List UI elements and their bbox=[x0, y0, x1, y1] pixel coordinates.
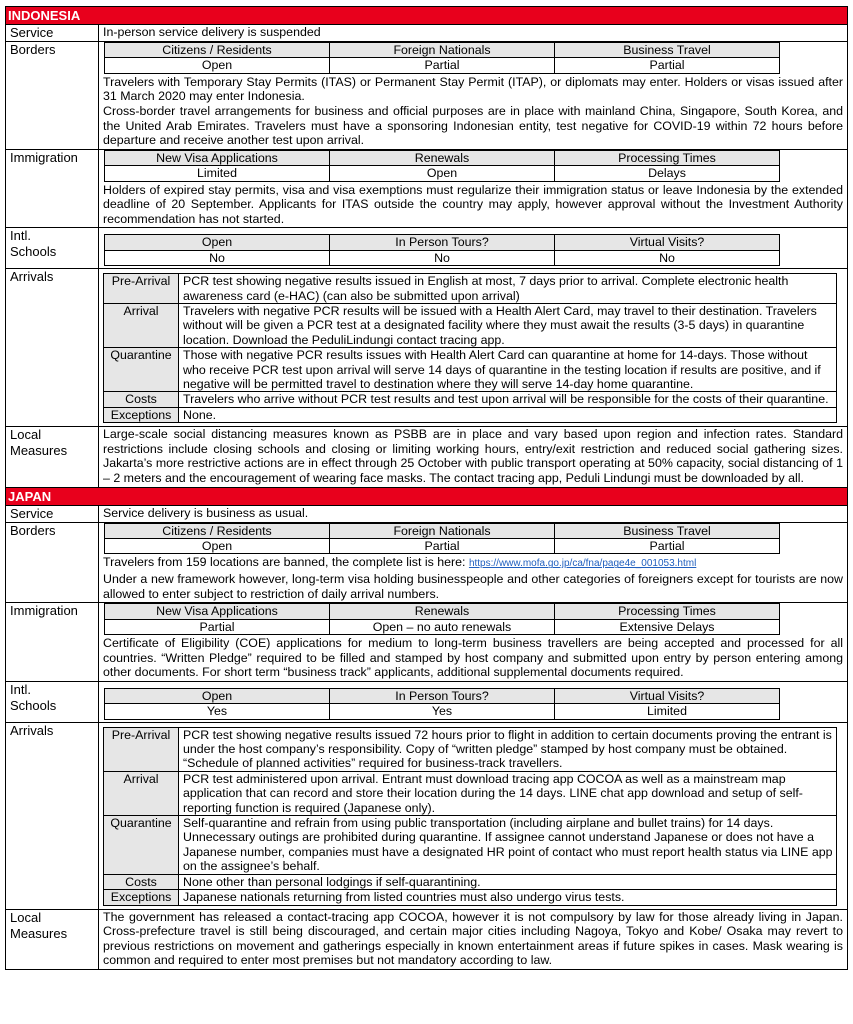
borders-row bbox=[6, 42, 847, 150]
column-header: Foreign Nationals bbox=[330, 43, 555, 58]
row-label bbox=[6, 427, 99, 486]
row-label bbox=[6, 910, 99, 969]
banned-list-link[interactable]: https://www.mofa.go.jp/ca/fna/page4e_001053.html bbox=[468, 558, 697, 570]
label-line: Schools bbox=[10, 244, 57, 260]
immigration-paragraph: Holders of expired stay permits, visa and visa exemptions must regularize their immigration status or leave Indonesia by the extended deadline of 20 September. Applicants for ITAS outside the country may apply, however approval without the Investment Authority recommendation has not started. bbox=[103, 182, 843, 226]
arrivals-item-label: Quarantine bbox=[104, 348, 179, 392]
borders-row bbox=[6, 523, 847, 604]
arrivals-item-text: Travelers with negative PCR results will be issued with a Health Alert Card, may travel to their destination. Travelers without will be given a PCR test at a designated facility where they must await the results (3-5 days) in quarantine location. Download the PeduliLindungi contact tracing app. bbox=[179, 304, 837, 348]
arrivals-table bbox=[103, 727, 837, 906]
arrivals-item-text: None. bbox=[179, 407, 837, 422]
column-header: Processing Times bbox=[555, 150, 780, 165]
banned-list-intro: Travelers from 159 locations are banned, the complete list is here: bbox=[103, 555, 469, 570]
borders-status-table bbox=[104, 523, 780, 555]
row-label: Service bbox=[6, 25, 99, 41]
arrivals-item-label: Exceptions bbox=[104, 890, 179, 905]
local-measures-row bbox=[6, 427, 847, 487]
arrivals-item bbox=[104, 816, 837, 875]
immigration-paragraph: Certificate of Eligibility (COE) applications for medium to long-term business travellers are being accepted and processed for all countries. “Written Pledge” required to be filled and stamped by host company and submitted upon entry by person entering among other documents. For short term “business track” applicants, additional supplemental documents required. bbox=[103, 636, 843, 680]
arrivals-item-text: None other than personal lodgings if self-quarantining. bbox=[179, 874, 837, 889]
status-value: Yes bbox=[105, 704, 330, 719]
status-value: No bbox=[555, 250, 780, 265]
arrivals-item-text: PCR test showing negative results issued in English at most, 7 days prior to arrival. Complete electronic health awareness card (e-HAC) (can also be submitted upon arrival) bbox=[179, 274, 837, 304]
arrivals-item-text: PCR test administered upon arrival. Entrant must download tracing app COCOA as well as a mainstream map application that can record and store their location during the 14 days. LINE chat app download and setup of self-reporting function is required (Japanese only). bbox=[179, 771, 837, 815]
arrivals-item-label: Arrival bbox=[104, 771, 179, 815]
local-measures-row bbox=[6, 910, 847, 969]
column-header: Foreign Nationals bbox=[330, 523, 555, 538]
status-value: Delays bbox=[555, 166, 780, 181]
label-line: Local bbox=[10, 427, 42, 443]
column-header: Renewals bbox=[330, 604, 555, 619]
immigration-row bbox=[6, 150, 847, 229]
arrivals-item-text: PCR test showing negative results issued 72 hours prior to flight in addition to certain documents proving the entrant is under the host company’s responsibility. Copy of “written pledge” stamped by host company must be obtained. “Schedule of planned activities” required for business-track travellers. bbox=[179, 727, 837, 771]
status-value: Open bbox=[105, 539, 330, 554]
arrivals-row bbox=[6, 269, 847, 427]
status-value: Limited bbox=[555, 704, 780, 719]
arrivals-item bbox=[104, 771, 837, 815]
arrivals-item-label: Costs bbox=[104, 874, 179, 889]
status-value: No bbox=[105, 250, 330, 265]
row-label: Immigration bbox=[6, 603, 99, 681]
arrivals-item-label: Quarantine bbox=[104, 816, 179, 875]
arrivals-item bbox=[104, 407, 837, 422]
status-value: No bbox=[330, 250, 555, 265]
immigration-row bbox=[6, 603, 847, 682]
arrivals-item bbox=[104, 348, 837, 392]
arrivals-item bbox=[104, 274, 837, 304]
service-row bbox=[6, 25, 847, 42]
borders-paragraph: Under a new framework however, long-term visa holding businesspeople and other categories of foreigners except for tourists are now allowed to enter subject to restriction of daily arrival numbers. bbox=[103, 572, 843, 601]
arrivals-item-text: Japanese nationals returning from listed countries must also undergo virus tests. bbox=[179, 890, 837, 905]
status-value: Partial bbox=[105, 619, 330, 634]
column-header: Open bbox=[105, 688, 330, 703]
status-value: Partial bbox=[330, 539, 555, 554]
status-value: Extensive Delays bbox=[555, 619, 780, 634]
column-header: Virtual Visits? bbox=[555, 235, 780, 250]
status-value: Yes bbox=[330, 704, 555, 719]
arrivals-table bbox=[103, 273, 837, 423]
row-label: Borders bbox=[6, 523, 99, 603]
column-header: Processing Times bbox=[555, 604, 780, 619]
status-value: Open – no auto renewals bbox=[330, 619, 555, 634]
column-header: In Person Tours? bbox=[330, 235, 555, 250]
label-line: Measures bbox=[10, 925, 68, 941]
local-measures-text: Large-scale social distancing measures known as PSBB are in place and vary based upon region and infection rates. Standard restrictions include closing schools and closing or limiting working hours, entry/exit restriction and reduced social gathering sizes. Jakarta’s more restrictive actions are in effect through 25 October with public transport operating at 50% capacity, social distancing of 1 – 2 meters and the encouragement of wearing face masks. The contact tracing app, Peduli Lindungi must be downloaded by all. bbox=[103, 427, 843, 486]
arrivals-item-text: Travelers who arrive without PCR test results and test upon arrival will be responsible for the costs of their quarantine. bbox=[179, 392, 837, 407]
schools-status-table bbox=[104, 234, 780, 266]
row-label: Service bbox=[6, 506, 99, 522]
row-label: Borders bbox=[6, 42, 99, 149]
borders-status-table bbox=[104, 42, 780, 74]
label-line: Intl. bbox=[10, 681, 31, 697]
column-header: Citizens / Residents bbox=[105, 43, 330, 58]
arrivals-item bbox=[104, 727, 837, 771]
service-row bbox=[6, 506, 847, 523]
column-header: New Visa Applications bbox=[105, 150, 330, 165]
status-value: Partial bbox=[330, 58, 555, 73]
row-label: Immigration bbox=[6, 150, 99, 228]
arrivals-item-label: Costs bbox=[104, 392, 179, 407]
banned-list-line bbox=[103, 555, 843, 572]
column-header: Business Travel bbox=[555, 523, 780, 538]
column-header: New Visa Applications bbox=[105, 604, 330, 619]
column-header: Business Travel bbox=[555, 43, 780, 58]
schools-row bbox=[6, 682, 847, 723]
column-header: In Person Tours? bbox=[330, 688, 555, 703]
arrivals-row bbox=[6, 723, 847, 910]
label-line: Intl. bbox=[10, 228, 31, 244]
arrivals-item-label: Pre-Arrival bbox=[104, 274, 179, 304]
schools-status-table bbox=[104, 688, 780, 720]
arrivals-item bbox=[104, 874, 837, 889]
status-value: Partial bbox=[555, 539, 780, 554]
column-header: Open bbox=[105, 235, 330, 250]
country-header-japan: JAPAN bbox=[6, 488, 847, 506]
column-header: Renewals bbox=[330, 150, 555, 165]
arrivals-item-label: Exceptions bbox=[104, 407, 179, 422]
arrivals-item-text: Self-quarantine and refrain from using public transportation (including airplane and bullet trains) for 14 days. Unnecessary outings are prohibited during quarantine. If assignee cannot understand Japanese or does not have a Japanese number, companies must have a designated HR point of contact who must report health status via LINE app on the assignee’s behalf. bbox=[179, 816, 837, 875]
schools-row bbox=[6, 228, 847, 269]
immigration-status-table bbox=[104, 150, 780, 182]
service-text: In-person service delivery is suspended bbox=[103, 25, 321, 39]
row-label bbox=[6, 228, 99, 268]
status-value: Partial bbox=[555, 58, 780, 73]
country-summary-document bbox=[5, 6, 848, 970]
arrivals-item-label: Pre-Arrival bbox=[104, 727, 179, 771]
status-value: Open bbox=[330, 166, 555, 181]
immigration-status-table bbox=[104, 603, 780, 635]
label-line: Local bbox=[10, 909, 42, 925]
country-header-indonesia: INDONESIA bbox=[6, 7, 847, 25]
row-label: Arrivals bbox=[6, 723, 99, 909]
borders-paragraph: Travelers with Temporary Stay Permits (ITAS) or Permanent Stay Permit (ITAP), or diplomats may enter. Holders or visas issued after 31 March 2020 may enter Indonesia. bbox=[103, 74, 843, 104]
service-text: Service delivery is business as usual. bbox=[103, 505, 309, 520]
local-measures-text: The government has released a contact-tracing app COCOA, however it is not compulsory by law for those already living in Japan. Cross-prefecture travel is still being discouraged, and certain major cities including Nagoya, Tokyo and Kobe/ Osaka may revert to previous restrictions on movement and gatherings especially in known entertainment areas if future spikes in cases. Mask wearing is common and required to enter most premises but not mandatory according to law. bbox=[103, 909, 843, 968]
arrivals-item bbox=[104, 304, 837, 348]
column-header: Virtual Visits? bbox=[555, 688, 780, 703]
status-value: Limited bbox=[105, 166, 330, 181]
label-line: Schools bbox=[10, 697, 57, 713]
label-line: Measures bbox=[10, 443, 68, 459]
arrivals-item-text: Those with negative PCR results issues with Health Alert Card can quarantine at home for 14-days. Those without who receive PCR test upon arrival will serve 14 days of quarantine in the testing location if results are positive, and if negative will be permitted travel to destination where they will serve 14-day home quarantine. bbox=[179, 348, 837, 392]
arrivals-item-label: Arrival bbox=[104, 304, 179, 348]
row-label bbox=[6, 682, 99, 722]
status-value: Open bbox=[105, 58, 330, 73]
row-label: Arrivals bbox=[6, 269, 99, 426]
column-header: Citizens / Residents bbox=[105, 523, 330, 538]
borders-paragraph: Cross-border travel arrangements for business and official purposes are in place with mainland China, Singapore, South Korea, and the United Arab Emirates. Travelers must have a sponsoring Indonesian entity, test negative for COVID-19 within 72 hours before departure and receive another test upon arrival. bbox=[103, 104, 843, 148]
arrivals-item bbox=[104, 392, 837, 407]
arrivals-item bbox=[104, 890, 837, 905]
